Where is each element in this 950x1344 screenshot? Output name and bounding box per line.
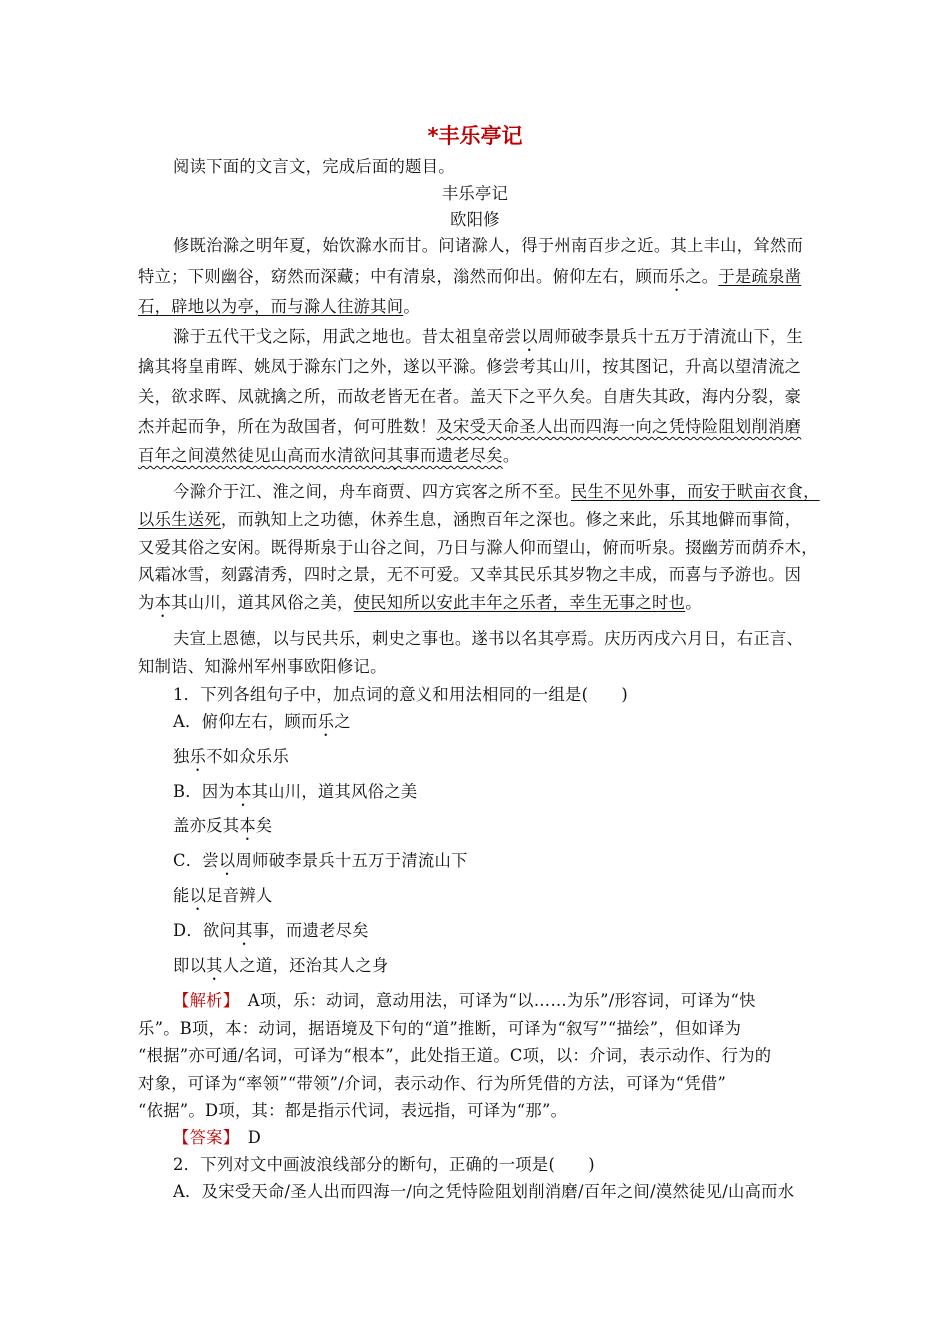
dotted-word: 乐	[189, 747, 207, 766]
analysis-line	[173, 990, 756, 1012]
text-run: 。	[685, 593, 702, 612]
option-c-line	[173, 850, 468, 879]
analysis-line: “根据”亦可通/名词，可译为“根本”，此处指王道。C项，以：介词，表示动作、行为的	[138, 1046, 772, 1065]
text-run: 足音辨人	[206, 886, 273, 905]
text-run: 其山川，道其风俗之美	[251, 782, 418, 801]
option-a-line: A．及宋受天命/圣人出而四海一/向之凭恃险阻划削消磨/百年之间/漠然徒见/山高而水	[173, 1182, 795, 1201]
question-2-stem: 2．下列对文中画波浪线部分的断句，正确的一项是( )	[173, 1155, 595, 1174]
text-run: 独	[173, 747, 190, 766]
p3-line: 风霜冰雪，刻露清秀，四时之景，无不可爱。又幸其民乐其岁物之丰成，而喜与予游也。因	[138, 565, 802, 584]
text-run: 。	[502, 446, 520, 465]
p4-line: 夫宣上恩德，以与民共乐，刺史之事也。遂书以名其亭焉。庆历丙戌六月日，右正言、	[173, 629, 804, 648]
text-run: 杰并起而争，所在为敌国者，何可胜数！	[138, 417, 437, 436]
dotted-word: 本	[154, 593, 172, 612]
text-run: 事，而遗老尽矣	[252, 921, 369, 940]
text-run: 为	[138, 593, 155, 612]
p1-line	[138, 266, 801, 295]
analysis-line: “依据”。D项，其：都是指示代词，表远指，可译为“那”。	[138, 1101, 568, 1120]
text-run: 滁于五代干戈之际，用武之地也。昔太祖皇帝尝	[173, 327, 522, 346]
text-run: 其山川，道其风俗之美，	[171, 593, 354, 612]
p3-line: 又爱其俗之安闲。既得斯泉于山谷之间，乃日与滁人仰而望山，俯而听泉。掇幽芳而荫乔木，	[138, 538, 818, 557]
dotted-word: 其	[236, 921, 253, 940]
p3-line	[138, 592, 702, 621]
p4-line: 知制诰、知滁州军州事欧阳修记。	[138, 657, 387, 676]
answer-value: D	[231, 1128, 262, 1147]
dotted-word: 以	[189, 886, 207, 905]
text-run: D．欲问	[173, 921, 237, 940]
text-run: 周师破李景兵十五万于清流山下	[235, 851, 468, 870]
dotted-word: 乐	[317, 712, 335, 731]
wavy-underlined-passage: 百年之间漠然徒见山高而水清欲问	[138, 446, 387, 465]
text-run: 人之道，还治其人之身	[222, 956, 389, 975]
p1-line	[138, 296, 420, 318]
answer-tag: 【答案】	[173, 1128, 232, 1147]
option-b-line	[173, 815, 273, 844]
option-a-line	[173, 746, 289, 775]
analysis-line: 对象，可译为“率领”“带领”/介词，表示动作、行为所凭借的方法，可译为“凭借”	[138, 1074, 727, 1093]
dotted-word: 乐	[668, 267, 686, 286]
text-run: 不如众乐乐	[206, 747, 290, 766]
option-d-line	[173, 920, 369, 949]
dotted-word: 本	[235, 782, 252, 801]
text-run: ，而孰知上之功德，休养生息，涵煦百年之深也。修之来此，乐其地僻而事简，	[220, 510, 802, 529]
dotted-word: 本	[239, 816, 256, 835]
option-a-line	[173, 711, 351, 740]
text-run: 特立；下则幽谷，窈然而深藏；中有清泉，滃然而仰出。俯仰左右，顾而	[138, 267, 669, 286]
p3-line	[173, 481, 820, 503]
analysis-tag: 【解析】	[173, 991, 232, 1010]
option-c-line	[173, 885, 273, 914]
underlined-sentence: 石，辟地以为亭，而与滁人往游其间	[138, 297, 404, 316]
page-title: *丰乐亭记	[427, 124, 523, 148]
text-run: 周师破李景兵十五万于清流山下，生	[537, 327, 804, 346]
option-d-line	[173, 955, 389, 984]
underlined-sentence: 民生不见外事，而安于畎亩衣食，	[570, 482, 820, 501]
analysis-line: 乐”。B项，本：动词，据语境及下句的“道”推断，可译为“叙写”“描绘”，但如译为	[138, 1019, 742, 1038]
text-run: A．俯仰左右，顾而	[173, 712, 318, 731]
text-run: A项，乐：动词，意动用法，可译为“以……为乐”/形容词，可译为“快	[231, 991, 756, 1010]
p2-line	[138, 445, 519, 474]
text-run: C．尝	[173, 851, 219, 870]
p2-line	[173, 326, 803, 355]
option-b-line	[173, 781, 417, 810]
text-title: 丰乐亭记	[441, 184, 509, 203]
p2-line: 关，欲求晖、凤就擒之所，而故老皆无在者。盖天下之平久矣。自唐失其政，海内分裂，豪	[138, 387, 802, 406]
underlined-sentence: 以乐生送死	[138, 510, 221, 529]
wavy-underlined-passage: 及宋受天命圣人出而四海一向之凭恃险阻划削消磨	[436, 417, 802, 436]
dotted-word: 其	[386, 446, 404, 465]
text-run: 能	[173, 886, 190, 905]
wavy-underlined-passage: 事而遗老尽矣	[403, 446, 503, 465]
text-author: 欧阳修	[450, 210, 500, 229]
p2-line: 擒其将皇甫晖、姚凤于滁东门之外，遂以平滁。修尝考其山川，按其图记，升高以望清流之	[138, 357, 802, 376]
text-run: B．因为	[173, 782, 236, 801]
p3-line	[138, 509, 801, 531]
underlined-sentence: 使民知所以安此丰年之乐者，幸生无事之时也	[353, 593, 686, 612]
p2-line	[138, 416, 801, 438]
text-run: 矣	[255, 816, 273, 835]
text-run: 盖亦反其	[173, 816, 240, 835]
answer-line	[173, 1127, 261, 1149]
dotted-word: 其	[206, 956, 223, 975]
text-run: 。	[403, 297, 420, 316]
p1-line: 修既治滁之明年夏，始饮滁水而甘。问诸滁人，得于州南百步之近。其上丰山，耸然而	[173, 236, 804, 255]
intro-text: 阅读下面的文言文，完成后面的题目。	[173, 157, 455, 176]
dotted-word: 以	[521, 327, 538, 346]
question-1-stem: 1．下列各组句子中，加点词的意义和用法相同的一组是( )	[173, 685, 629, 704]
underlined-sentence: 于是疏泉凿	[718, 267, 802, 286]
text-run: 之。	[685, 267, 719, 286]
dotted-word: 以	[218, 851, 236, 870]
text-run: 今滁介于江、淮之间，舟车商贾、四方宾客之所不至。	[173, 482, 571, 501]
text-run: 即以	[173, 956, 207, 975]
text-run: 之	[334, 712, 351, 731]
